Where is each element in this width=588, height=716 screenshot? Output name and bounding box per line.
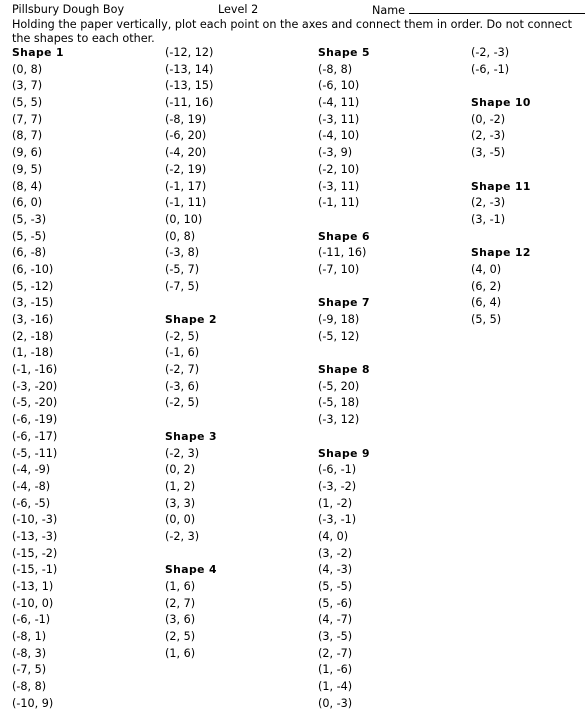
column-4 — [471, 45, 531, 329]
worksheet-header — [12, 2, 582, 46]
shape-title: Shape 7 — [318, 296, 370, 310]
coordinate-point: (3, -1) — [471, 212, 506, 226]
spacer — [165, 412, 217, 429]
coordinate-point: (1, -18) — [12, 346, 54, 360]
coordinate-point: (5, -5) — [12, 229, 47, 243]
spacer — [471, 162, 531, 179]
coordinate-point: (-15, -2) — [12, 546, 58, 560]
coordinate-point: (3, 6) — [165, 613, 196, 627]
coordinate-point: (-2, 10) — [318, 162, 360, 176]
header-line — [12, 2, 582, 18]
name-label: Name — [372, 4, 406, 17]
shape-title: Shape 5 — [318, 46, 370, 59]
coordinate-point: (-4, -8) — [12, 479, 51, 493]
coordinate-point: (6, 0) — [12, 196, 43, 210]
coordinate-point: (-6, -5) — [12, 496, 51, 510]
coordinate-point: (-6, -1) — [471, 62, 510, 76]
coordinate-point: (0, 8) — [165, 229, 196, 243]
name-field — [372, 2, 585, 19]
coordinate-point: (5, -12) — [12, 279, 54, 293]
coordinate-point: (1, 6) — [165, 646, 196, 660]
shape-title: Shape 1 — [12, 46, 64, 59]
coordinate-point: (-3, 12) — [318, 413, 360, 427]
coordinate-point: (2, 7) — [165, 596, 196, 610]
coordinate-point: (2, -3) — [471, 129, 506, 143]
coordinate-point: (-2, 3) — [165, 529, 200, 543]
coordinate-point: (3, 3) — [165, 496, 196, 510]
name-blank-line — [409, 2, 585, 14]
shape-title: Shape 9 — [318, 446, 370, 460]
coordinate-point: (2, -18) — [12, 329, 54, 343]
coordinate-point: (-8, 19) — [165, 112, 207, 126]
coordinate-point: (7, 7) — [12, 112, 43, 126]
coordinate-point: (-1, 11) — [165, 196, 207, 210]
coordinate-point: (1, -4) — [318, 680, 353, 694]
coordinate-point: (-10, -3) — [12, 513, 58, 527]
coordinate-point: (-11, 16) — [165, 96, 214, 110]
coordinate-point: (-15, -1) — [12, 563, 58, 577]
coordinate-point: (-6, 20) — [165, 129, 207, 143]
coordinate-point: (-5, 7) — [165, 262, 200, 276]
coordinate-point: (3, -5) — [318, 630, 353, 644]
instructions: Holding the paper vertically, plot each point on the axes and connect them in order. Do not connect the shapes to each other. — [12, 18, 573, 45]
coordinate-point: (-10, 9) — [12, 696, 54, 710]
coordinate-point: (0, 0) — [165, 513, 196, 527]
coordinate-point: (-5, 20) — [318, 379, 360, 393]
coordinate-point: (3, -2) — [318, 546, 353, 560]
coordinate-point: (-8, 3) — [12, 646, 47, 660]
coordinate-point: (-3, 9) — [318, 146, 353, 160]
coordinate-point: (-1, 17) — [165, 179, 207, 193]
coordinate-point: (-2, 3) — [165, 446, 200, 460]
coordinate-point: (-7, 5) — [12, 663, 47, 677]
worksheet-title: Pillsbury Dough Boy — [12, 3, 125, 16]
coordinate-point: (2, 5) — [165, 630, 196, 644]
coordinate-point: (-2, -3) — [471, 46, 510, 59]
coordinate-point: (9, 6) — [12, 146, 43, 160]
coordinate-point: (6, -8) — [12, 246, 47, 260]
coordinate-point: (-3, 6) — [165, 379, 200, 393]
coordinate-point: (1, 6) — [165, 580, 196, 593]
coordinate-point: (-9, 18) — [318, 313, 360, 326]
coordinate-point: (5, 5) — [12, 96, 43, 110]
coordinate-point: (5, -6) — [318, 596, 353, 610]
coordinate-point: (-6, -19) — [12, 413, 58, 427]
coordinate-point: (-1, 6) — [165, 346, 200, 360]
coordinate-point: (3, -16) — [12, 313, 54, 326]
coordinate-point: (3, 7) — [12, 79, 43, 93]
coordinate-point: (1, -6) — [318, 663, 353, 677]
coordinate-point: (-3, -1) — [318, 513, 357, 527]
coordinate-point: (-11, 16) — [318, 246, 367, 260]
shape-title: Shape 11 — [471, 179, 531, 193]
coordinate-point: (-13, -3) — [12, 529, 58, 543]
coordinate-point: (1, 2) — [165, 479, 196, 493]
spacer — [318, 212, 370, 229]
coordinate-point: (-13, 14) — [165, 62, 214, 76]
coordinate-point: (3, -5) — [471, 146, 506, 160]
coordinate-point: (-4, 20) — [165, 146, 207, 160]
coordinate-point: (-1, -16) — [12, 363, 58, 377]
coordinate-point: (9, 5) — [12, 162, 43, 176]
spacer — [471, 78, 531, 95]
coordinate-point: (-7, 10) — [318, 262, 360, 276]
coordinate-point: (-5, -11) — [12, 446, 58, 460]
spacer — [471, 229, 531, 246]
coordinate-point: (2, -3) — [471, 196, 506, 210]
shape-title: Shape 8 — [318, 363, 370, 377]
spacer — [318, 429, 370, 446]
coordinate-point: (-5, 18) — [318, 396, 360, 410]
coordinate-point: (6, 2) — [471, 279, 502, 293]
coordinate-point: (-2, 7) — [165, 363, 200, 377]
coordinate-point: (-8, 1) — [12, 630, 47, 644]
coordinate-point: (-4, -9) — [12, 463, 51, 477]
coordinate-point: (8, 4) — [12, 179, 43, 193]
column-3 — [318, 45, 370, 713]
coordinate-point: (5, -5) — [318, 580, 353, 593]
spacer — [165, 546, 217, 563]
coordinate-point: (3, -15) — [12, 296, 54, 310]
coordinate-point: (1, -2) — [318, 496, 353, 510]
coordinate-point: (-3, -2) — [318, 479, 357, 493]
coordinate-point: (-3, 11) — [318, 179, 360, 193]
coordinate-point: (-4, 11) — [318, 96, 360, 110]
coordinate-point: (2, -7) — [318, 646, 353, 660]
coordinate-point: (-6, -17) — [12, 429, 58, 443]
shape-title: Shape 4 — [165, 563, 217, 577]
coordinate-point: (-2, 5) — [165, 396, 200, 410]
coordinate-point: (-5, 12) — [318, 329, 360, 343]
coordinate-point: (4, 0) — [471, 262, 502, 276]
coordinate-point: (-6, -1) — [12, 613, 51, 627]
coordinate-point: (-13, 1) — [12, 580, 54, 593]
coordinate-point: (-8, 8) — [12, 680, 47, 694]
shape-title: Shape 2 — [165, 313, 217, 326]
coordinate-point: (-1, 11) — [318, 196, 360, 210]
coordinate-point: (-2, 5) — [165, 329, 200, 343]
coordinate-point: (-12, 12) — [165, 46, 214, 59]
level-label: Level 2 — [218, 3, 259, 16]
coordinate-point: (4, -3) — [318, 563, 353, 577]
coordinate-point: (6, 4) — [471, 296, 502, 310]
coordinate-point: (5, -3) — [12, 212, 47, 226]
coordinate-point: (6, -10) — [12, 262, 54, 276]
shape-title: Shape 12 — [471, 246, 531, 260]
column-2 — [165, 45, 217, 662]
coordinate-point: (4, 0) — [318, 529, 349, 543]
column-1 — [12, 45, 64, 713]
spacer — [318, 279, 370, 296]
coordinate-point: (5, 5) — [471, 313, 502, 326]
coordinate-point: (-3, 11) — [318, 112, 360, 126]
coordinate-point: (-6, -1) — [318, 463, 357, 477]
coordinate-point: (0, 2) — [165, 463, 196, 477]
coordinate-point: (-6, 10) — [318, 79, 360, 93]
coordinate-point: (0, 8) — [12, 62, 43, 76]
coordinate-point: (-5, -20) — [12, 396, 58, 410]
shape-title: Shape 10 — [471, 96, 531, 110]
spacer — [165, 295, 217, 312]
coordinate-point: (0, -2) — [471, 112, 506, 126]
coordinate-point: (-4, 10) — [318, 129, 360, 143]
spacer — [318, 345, 370, 362]
coordinate-point: (0, -3) — [318, 696, 353, 710]
coordinate-point: (-7, 5) — [165, 279, 200, 293]
coordinate-point: (-2, 19) — [165, 162, 207, 176]
coordinate-point: (-3, 8) — [165, 246, 200, 260]
shape-title: Shape 6 — [318, 229, 370, 243]
coordinate-point: (-13, 15) — [165, 79, 214, 93]
coordinate-point: (8, 7) — [12, 129, 43, 143]
shape-title: Shape 3 — [165, 429, 217, 443]
coordinate-point: (0, 10) — [165, 212, 203, 226]
coordinate-point: (-10, 0) — [12, 596, 54, 610]
coordinate-point: (4, -7) — [318, 613, 353, 627]
coordinate-point: (-8, 8) — [318, 62, 353, 76]
coordinate-point: (-3, -20) — [12, 379, 58, 393]
